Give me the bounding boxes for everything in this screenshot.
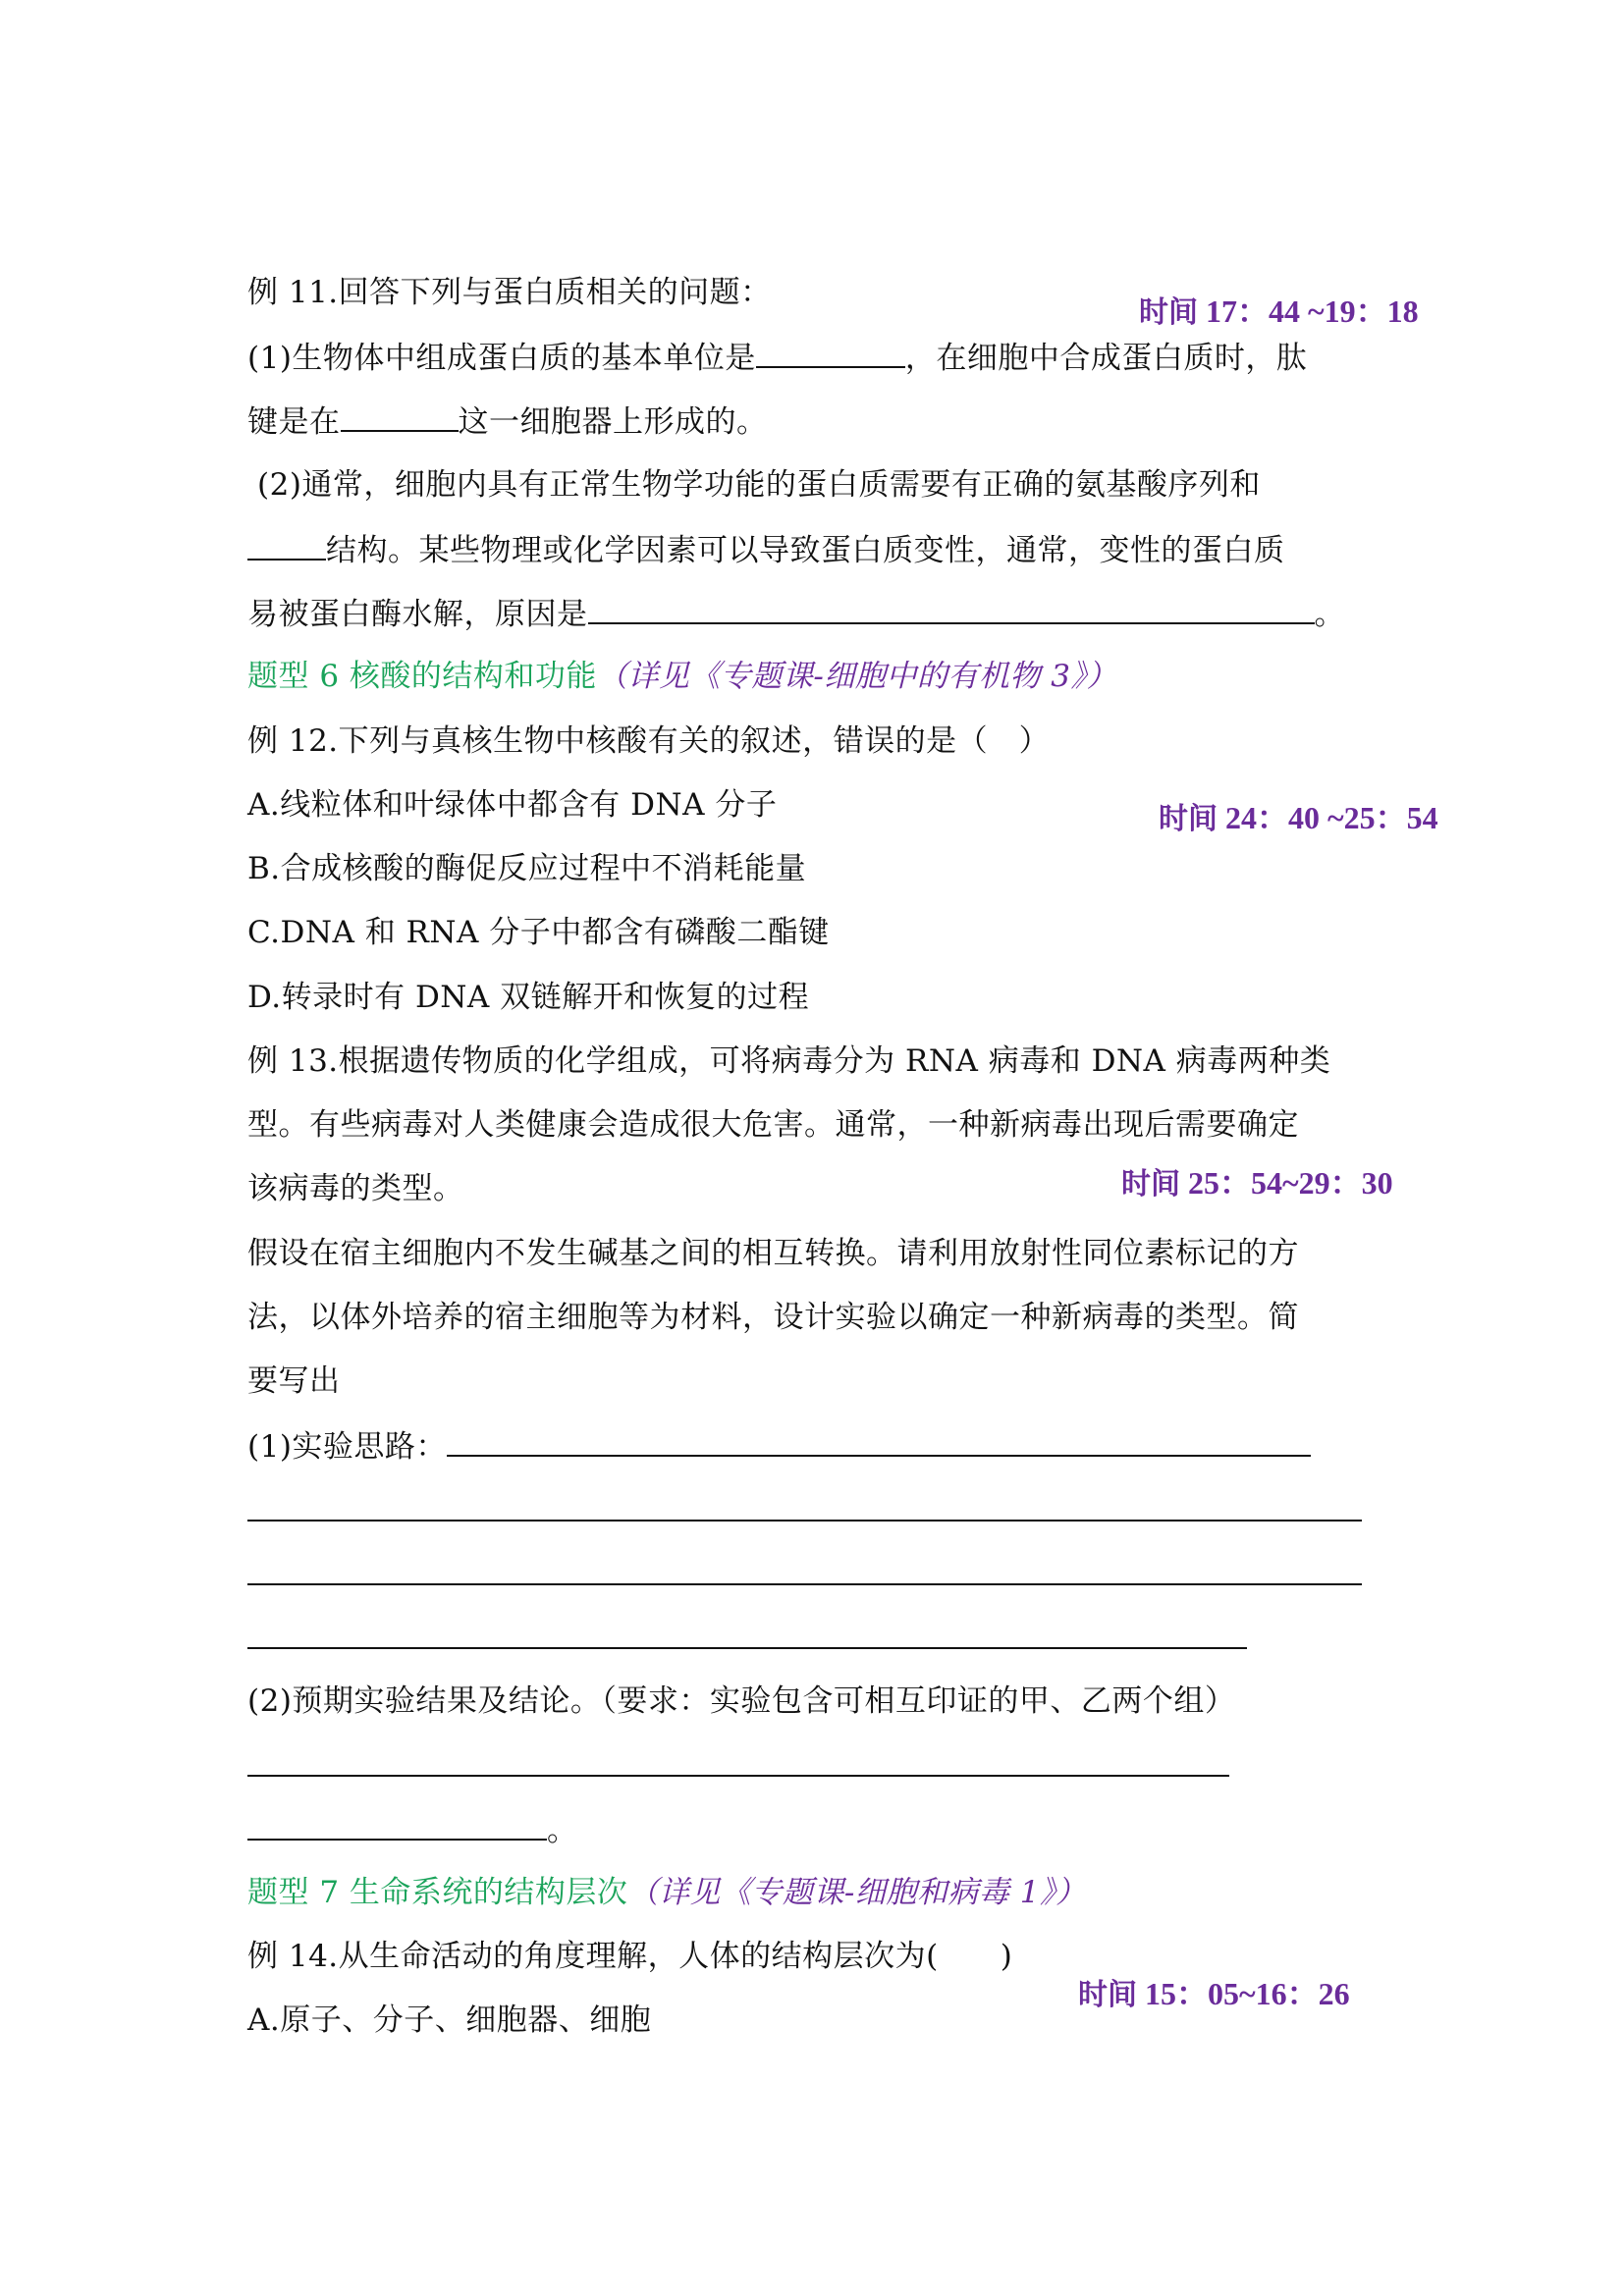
q1-line2-text-a: 键是在 xyxy=(247,404,341,440)
ex11-time xyxy=(1139,287,1419,332)
ex13-q2-end xyxy=(247,1809,578,1850)
ex14-option-a: A.原子、分子、细胞器、细胞 xyxy=(247,2002,652,2038)
ex12-title: 例 12.下列与真核生物中核酸有关的叙述，错误的是（ ） xyxy=(247,723,1051,759)
ex11-q2-line2 xyxy=(247,529,1285,570)
ex14-time xyxy=(1078,1969,1350,2014)
ex12-option-a: A.线粒体和叶绿体中都含有 DNA 分子 xyxy=(247,787,778,823)
ex12-option-b: B.合成核酸的酶促反应过程中不消耗能量 xyxy=(247,851,807,886)
q1-label: (1)实验思路： xyxy=(247,1429,447,1465)
answer-blank[interactable] xyxy=(756,337,905,368)
q2-line3-text: 易被蛋白酶水解，原因是 xyxy=(247,597,588,632)
ex12-option-d: D.转录时有 DNA 双链解开和恢复的过程 xyxy=(247,980,810,1015)
q1-text-a: (1)生物体中组成蛋白质的基本单位是 xyxy=(247,341,756,376)
answer-blank[interactable] xyxy=(447,1425,1311,1457)
ex13-line5: 法，以体外培养的宿主细胞等为材料，设计实验以确定一种新病毒的类型。简 xyxy=(247,1300,1299,1335)
answer-blank[interactable] xyxy=(588,593,1315,624)
section-6-heading xyxy=(247,657,1117,696)
time-range: 24：40 ~25：54 xyxy=(1225,800,1438,835)
ex13-line4: 假设在宿主细胞内不发生碱基之间的相互转换。请利用放射性同位素标记的方 xyxy=(247,1236,1299,1271)
time-label: 时间 xyxy=(1139,295,1198,330)
q1-line2-text-b: 这一细胞器上形成的。 xyxy=(458,404,768,440)
ex11-q1-line1 xyxy=(247,337,1307,378)
ex11-q1-line2 xyxy=(247,400,768,442)
answer-line[interactable] xyxy=(247,1583,1362,1585)
period: 。 xyxy=(547,1813,578,1848)
answer-line[interactable] xyxy=(247,1647,1247,1649)
ex11-q2-line1: (2)通常，细胞内具有正常生物学功能的蛋白质需要有正确的氨基酸序列和 xyxy=(257,467,1261,503)
time-range: 15：05~16：26 xyxy=(1145,1976,1350,2011)
ex13-q1 xyxy=(247,1425,1311,1467)
ex11-title: 例 11.回答下列与蛋白质相关的问题： xyxy=(247,275,772,310)
ex13-line2: 型。有些病毒对人类健康会造成很大危害。通常，一种新病毒出现后需要确定 xyxy=(247,1107,1299,1143)
period: 。 xyxy=(1314,597,1345,632)
answer-blank[interactable] xyxy=(247,529,326,561)
q2-line2-text: 结构。某些物理或化学因素可以导致蛋白质变性，通常，变性的蛋白质 xyxy=(326,533,1285,568)
ex13-line6: 要写出 xyxy=(247,1363,341,1399)
answer-line[interactable] xyxy=(247,1520,1362,1522)
ex13-line1: 例 13.根据遗传物质的化学组成，可将病毒分为 RNA 病毒和 DNA 病毒两种类 xyxy=(247,1043,1331,1079)
ex11-q2-line3 xyxy=(247,593,1345,634)
answer-blank[interactable] xyxy=(247,1809,547,1841)
section-title: 题型 7 生命系统的结构层次 xyxy=(247,1875,628,1910)
time-label: 时间 xyxy=(1078,1978,1137,2012)
ex13-q2-label: (2)预期实验结果及结论。（要求：实验包含可相互印证的甲、乙两个组） xyxy=(247,1683,1236,1719)
time-label: 时间 xyxy=(1159,802,1218,836)
section-reference: （详见《专题课-细胞中的有机物 3》） xyxy=(596,659,1117,694)
answer-blank[interactable] xyxy=(341,400,459,432)
ex14-title: 例 14.从生命活动的角度理解，人体的结构层次为( ) xyxy=(247,1939,1013,1974)
q1-text-b: ，在细胞中合成蛋白质时，肽 xyxy=(904,341,1308,376)
ex12-option-c: C.DNA 和 RNA 分子中都含有磷酸二酯键 xyxy=(247,915,830,950)
ex13-time xyxy=(1121,1158,1393,1203)
time-range: 17：44 ~19：18 xyxy=(1206,294,1419,329)
time-range: 25：54~29：30 xyxy=(1188,1165,1393,1201)
ex12-time xyxy=(1159,793,1438,838)
answer-line[interactable] xyxy=(247,1775,1229,1777)
ex13-line3: 该病毒的类型。 xyxy=(247,1171,464,1206)
section-title: 题型 6 核酸的结构和功能 xyxy=(247,659,597,694)
section-reference: （详见《专题课-细胞和病毒 1》） xyxy=(627,1875,1087,1910)
section-7-heading xyxy=(247,1873,1087,1912)
time-label: 时间 xyxy=(1121,1167,1180,1201)
